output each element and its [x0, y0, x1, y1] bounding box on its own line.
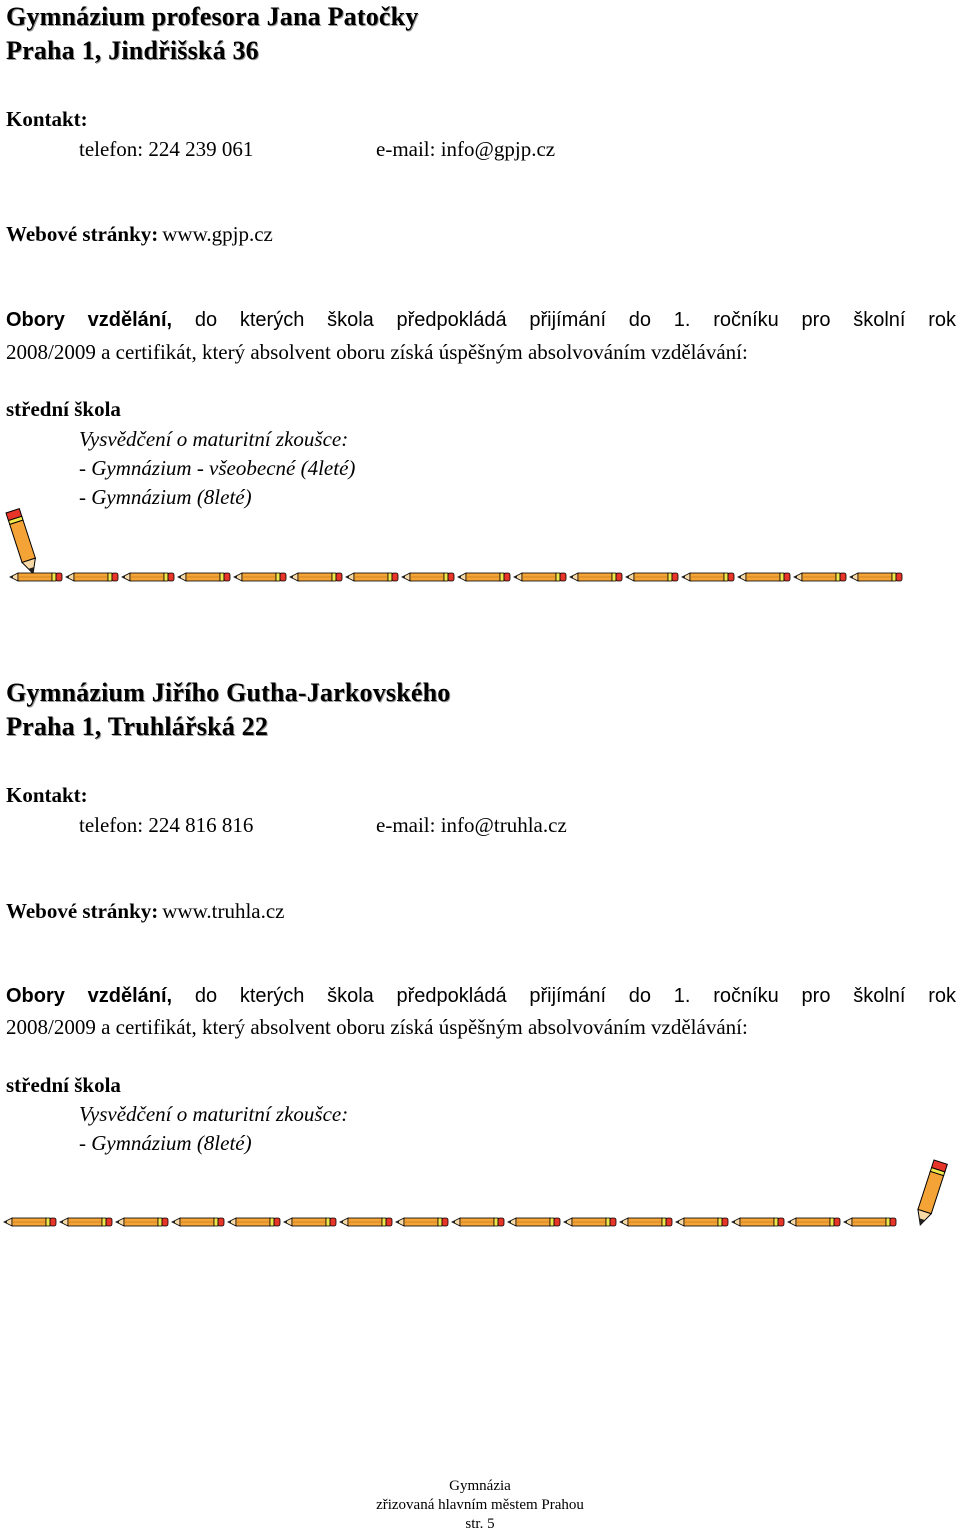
school2-level: střední škola — [6, 1073, 121, 1097]
pencil-icon — [4, 1218, 56, 1226]
school1-level: střední škola — [6, 397, 121, 421]
pencil-icon — [732, 1218, 784, 1226]
pencil-row — [10, 573, 902, 581]
pencil-icon — [340, 1218, 392, 1226]
school1-email[interactable]: e-mail: info@gpjp.cz — [376, 137, 556, 161]
pencil-row — [4, 1218, 896, 1226]
pencil-icon — [60, 1218, 112, 1226]
pencil-border-1 — [0, 505, 960, 595]
pencil-icon — [402, 573, 454, 581]
school2-name: Gymnázium Jiřího Gutha-Jarkovského — [6, 678, 451, 707]
school2-fields-line2: 2008/2009 a certifikát, který absolvent oboru získá úspěšným absolvováním vzdělávání: — [6, 1015, 748, 1039]
school2-web-label: Webové stránky: — [6, 899, 159, 923]
school1-program-1: - Gymnázium - všeobecné (4leté) — [79, 456, 356, 480]
school2-program-1: - Gymnázium (8leté) — [79, 1131, 252, 1155]
pencil-icon — [284, 1218, 336, 1226]
school1-fields-line1 — [6, 309, 956, 332]
pencil-icon — [626, 573, 678, 581]
pencil-icon — [788, 1218, 840, 1226]
school1-program-2: - Gymnázium (8leté) — [79, 485, 252, 509]
pencil-icon — [458, 573, 510, 581]
pencil-icon — [564, 1218, 616, 1226]
school1-fields-line2: 2008/2009 a certifikát, který absolvent oboru získá úspěšným absolvováním vzdělávání: — [6, 340, 748, 364]
school2-web-url[interactable]: www.truhla.cz — [162, 899, 285, 923]
pencil-icon — [234, 573, 286, 581]
school1-web-label: Webové stránky: — [6, 222, 159, 246]
school2-email[interactable]: e-mail: info@truhla.cz — [376, 813, 567, 837]
school2-fields-bold: Obory vzdělání, — [6, 985, 173, 1007]
school1-web — [6, 222, 273, 247]
pencil-icon — [10, 573, 62, 581]
school1-certificate: Vysvědčení o maturitní zkoušce: — [79, 427, 349, 451]
pencil-icon — [794, 573, 846, 581]
school2-certificate: Vysvědčení o maturitní zkoušce: — [79, 1102, 349, 1126]
footer-line2: zřizovaná hlavním městem Prahou — [376, 1497, 584, 1513]
pencil-icon — [508, 1218, 560, 1226]
school2-address: Praha 1, Truhlářská 22 — [6, 712, 269, 741]
school2-contact-label: Kontakt: — [6, 783, 88, 807]
footer-line1: Gymnázia — [449, 1478, 511, 1494]
pencil-icon — [620, 1218, 672, 1226]
pencil-icon — [738, 573, 790, 581]
pencil-icon — [66, 573, 118, 581]
pencil-icon — [228, 1218, 280, 1226]
pencil-icon — [844, 1218, 896, 1226]
pencil-icon — [116, 1218, 168, 1226]
pencil-icon — [172, 1218, 224, 1226]
pencil-icon — [346, 573, 398, 581]
school2-fields-text: do kterých škola předpokládá přijímání do 1. ročníku pro školní rok — [194, 985, 956, 1007]
pencil-icon — [178, 573, 230, 581]
pencil-icon — [676, 1218, 728, 1226]
school1-web-url[interactable]: www.gpjp.cz — [162, 222, 273, 246]
school1-name: Gymnázium profesora Jana Patočky — [6, 2, 419, 31]
pencil-icon — [290, 573, 342, 581]
pencil-icon — [514, 573, 566, 581]
pencil-icon — [6, 509, 40, 576]
pencil-icon — [682, 573, 734, 581]
pencil-icon — [914, 1160, 948, 1227]
pencil-icon — [452, 1218, 504, 1226]
school1-address: Praha 1, Jindřišská 36 — [6, 36, 259, 65]
pencil-icon — [396, 1218, 448, 1226]
page-number: str. 5 — [465, 1516, 495, 1532]
school1-fields-text: do kterých škola předpokládá přijímání do 1. ročníku pro školní rok — [194, 309, 956, 331]
pencil-icon — [850, 573, 902, 581]
pencil-border-2 — [0, 1150, 960, 1240]
pencil-icon — [122, 573, 174, 581]
school2-fields-line1 — [6, 985, 956, 1008]
school1-phone: telefon: 224 239 061 — [79, 137, 254, 161]
school2-phone: telefon: 224 816 816 — [79, 813, 254, 837]
school1-fields-bold: Obory vzdělání, — [6, 309, 173, 331]
school2-web — [6, 899, 285, 924]
pencil-icon — [570, 573, 622, 581]
school1-contact-label: Kontakt: — [6, 107, 88, 131]
